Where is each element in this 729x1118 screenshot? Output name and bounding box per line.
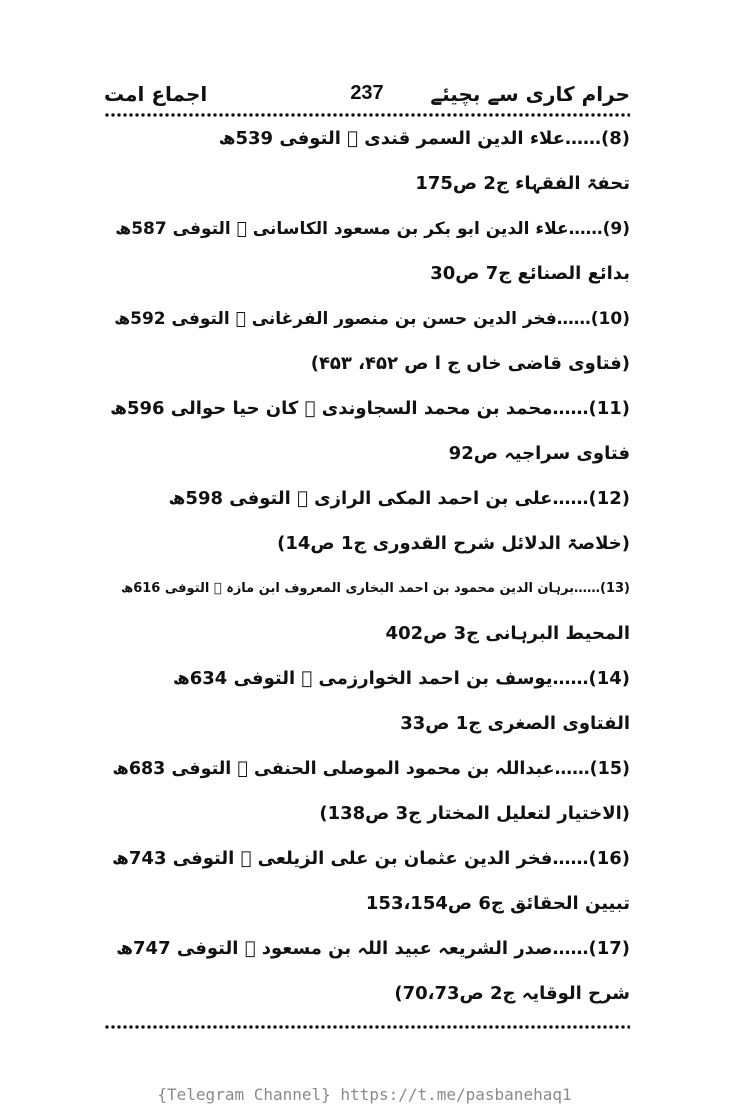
entry-14: (14)……یوسف بن احمد الخوارزمی ﷫ التوفی 634ھ xyxy=(172,668,630,689)
ref-10: (فتاوی قاضی خاں ج ا ص ۴۵۲، ۴۵۳) xyxy=(310,353,630,374)
ref-15: (الاختیار لتعلیل المختار ج3 ص138) xyxy=(319,803,630,824)
ref-13: المحیط البرہانی ج3 ص402 xyxy=(385,623,630,644)
page-header xyxy=(104,82,630,112)
header-divider xyxy=(104,112,630,118)
entry-10: (10)……فخر الدین حسن بن منصور الفرغانی ﷫ التوفی 592ھ xyxy=(114,309,630,329)
ref-11: فتاوی سراجیہ ص92 xyxy=(448,443,630,464)
section-title: اجماع امت xyxy=(104,82,208,106)
entry-9: (9)……علاء الدین ابو بکر بن مسعود الکاسانی ﷫ التوفی 587ھ xyxy=(115,219,630,239)
ref-9: بدائع الصنائع ج7 ص30 xyxy=(430,263,630,284)
entry-16: (16)……فخر الدین عثمان بن علی الزیلعی ﷫ التوفی 743ھ xyxy=(112,848,630,869)
ref-17: شرح الوقایہ ج2 ص70،73) xyxy=(394,983,630,1004)
ref-12: (خلاصۃ الدلائل شرح القدوری ج1 ص14) xyxy=(277,533,630,554)
ref-14: الفتاوی الصغری ج1 ص33 xyxy=(400,713,630,734)
page-number: 237 xyxy=(350,82,384,104)
entry-15: (15)……عبداللہ بن محمود الموصلی الحنفی ﷫ التوفی 683ھ xyxy=(112,759,630,779)
entry-17: (17)……صدر الشریعہ عبید اللہ بن مسعود ﷫ التوفی 747ھ xyxy=(116,938,630,959)
entry-11: (11)……محمد بن محمد السجاوندی ﷫ کان حیا حوالی 596ھ xyxy=(110,398,630,419)
telegram-watermark: {Telegram Channel} https://t.me/pasbanehaq1 xyxy=(157,1085,572,1104)
entry-13: (13)……برہان الدین محمود بن احمد البخاری المعروف ابن مازہ ﷫ التوفی 616ھ xyxy=(121,581,630,596)
ref-8: تحفۃ الفقہاء ج2 ص175 xyxy=(415,173,630,194)
entry-8: (8)……علاء الدین السمر قندی ﷫ التوفی 539ھ xyxy=(218,128,630,149)
book-title: حرام کاری سے بچیئے xyxy=(430,82,630,106)
footer-divider xyxy=(104,1024,630,1030)
ref-16: تبیین الحقائق ج6 ص153،154 xyxy=(365,893,630,914)
entry-12: (12)……علی بن احمد المکی الرازی ﷫ التوفی 598ھ xyxy=(168,488,630,509)
